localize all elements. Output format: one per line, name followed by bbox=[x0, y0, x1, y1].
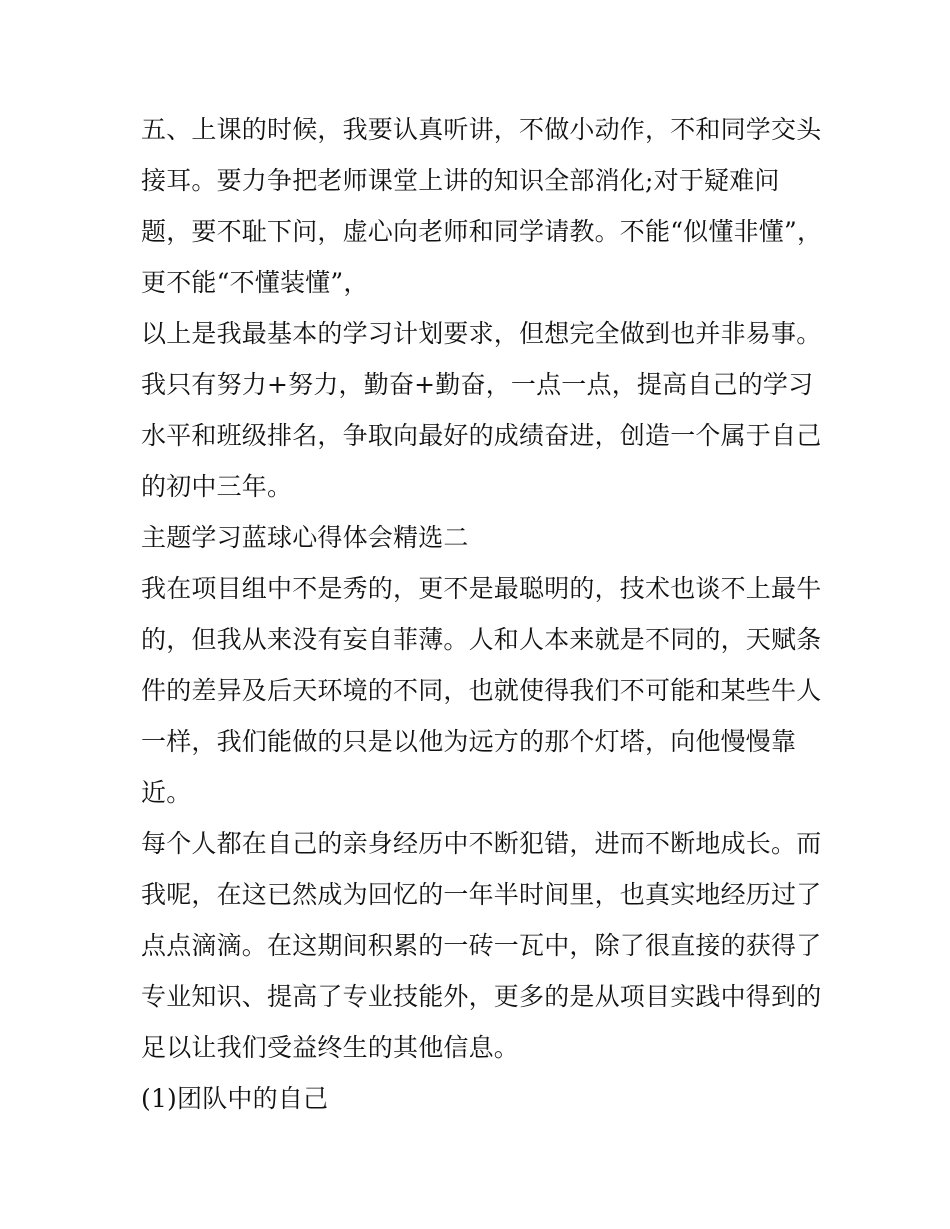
text-line: 一样，我们能做的只是以他为远方的那个灯塔，向他慢慢靠 bbox=[141, 727, 797, 756]
text-line: 水平和班级排名，争取向最好的成绩奋进，创造一个属于自己 bbox=[141, 421, 822, 450]
text-line: 的初中三年。 bbox=[141, 472, 293, 501]
text-line: 接耳。要力争把老师课堂上讲的知识全部消化;对于疑难问 bbox=[141, 166, 780, 195]
text-line: 以上是我最基本的学习计划要求，但想完全做到也并非易事。 bbox=[141, 319, 822, 348]
subheading: (1)团队中的自己 bbox=[141, 1084, 329, 1113]
text-line: 我在项目组中不是秀的，更不是最聪明的，技术也谈不上最牛 bbox=[141, 574, 822, 603]
text-line: 五、上课的时候，我要认真听讲，不做小动作，不和同学交头 bbox=[141, 115, 822, 144]
text-line: 更不能“不懂装懂”， bbox=[141, 268, 369, 297]
text-line: 每个人都在自己的亲身经历中不断犯错，进而不断地成长。而 bbox=[141, 829, 822, 858]
text-line: 的，但我从来没有妄自菲薄。人和人本来就是不同的，天赋条 bbox=[141, 625, 822, 654]
text-line: 题，要不耻下问，虚心向老师和同学请教。不能“似懂非懂”， bbox=[141, 217, 823, 246]
document-body bbox=[141, 104, 821, 1124]
text-line: 我呢，在这已然成为回忆的一年半时间里，也真实地经历过了 bbox=[141, 880, 822, 909]
text-line: 近。 bbox=[141, 778, 192, 807]
text-line: 足以让我们受益终生的其他信息。 bbox=[141, 1033, 520, 1062]
text-line: 件的差异及后天环境的不同，也就使得我们不可能和某些牛人 bbox=[141, 676, 822, 705]
text-line: 我只有努力+努力，勤奋+勤奋，一点一点，提高自己的学习 bbox=[141, 370, 814, 399]
text-line: 专业知识、提高了专业技能外，更多的是从项目实践中得到的 bbox=[141, 982, 822, 1011]
text-line: 点点滴滴。在这期间积累的一砖一瓦中，除了很直接的获得了 bbox=[141, 931, 822, 960]
section-heading: 主题学习蓝球心得体会精选二 bbox=[141, 523, 469, 552]
